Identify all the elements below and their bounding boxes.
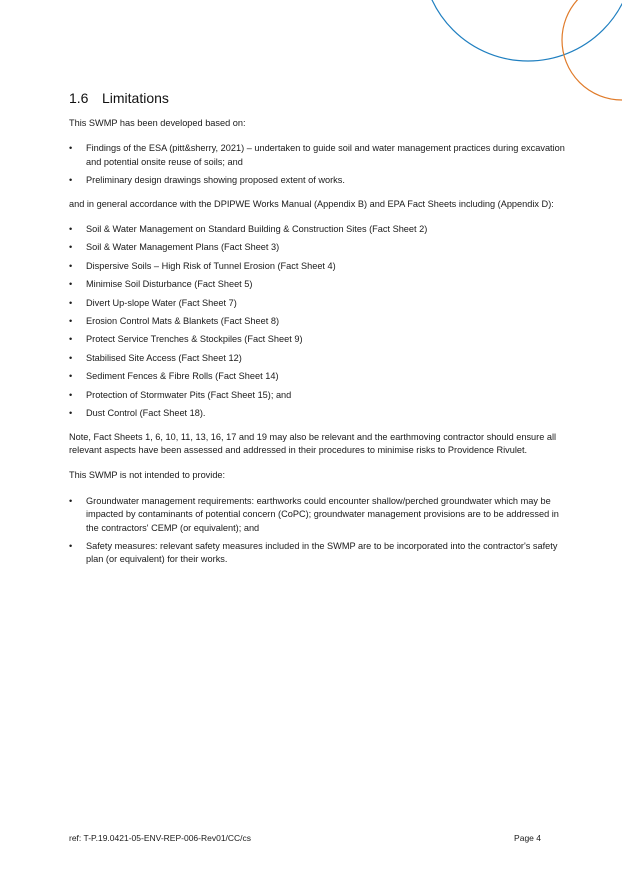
fact-sheet-list: [69, 223, 569, 420]
bullet-icon: •: [69, 224, 73, 235]
note-paragraph: Note, Fact Sheets 1, 6, 10, 11, 13, 16, 17 and 19 may also be relevant and the earthmoving contractor should ensure all relevant aspects have been assessed and addressed in their procedures to minimise risks to Providence Rivulet.: [69, 431, 557, 455]
bullet-icon: •: [69, 279, 73, 290]
not-intended-paragraph: This SWMP is not intended to provide:: [69, 470, 226, 481]
bullet-icon: •: [69, 297, 73, 308]
list-item: • Erosion Control Mats & Blankets (Fact Sheet 8): [69, 315, 569, 328]
list-item: • Groundwater management requirements: earthworks could encounter shallow/perched groundwater which may be impacted by contaminants of potential concern (CoPC); groundwater management provisions are to be addressed in the contractors' CEMP (or equivalent); and: [69, 495, 559, 533]
bullet-icon: •: [69, 316, 73, 327]
bullet-icon: •: [69, 389, 73, 400]
section-number: 1.6: [69, 90, 89, 106]
bullet-icon: •: [69, 352, 73, 363]
bullet-icon: •: [69, 408, 73, 419]
bullet-icon: •: [69, 175, 73, 186]
page-footer: [69, 832, 541, 844]
bullet-icon: •: [69, 495, 73, 506]
list-item: • Protection of Stormwater Pits (Fact Sheet 15); and: [69, 389, 569, 402]
list-item: • Soil & Water Management Plans (Fact Sheet 3): [69, 241, 569, 254]
list-item: • Soil & Water Management on Standard Building & Construction Sites (Fact Sheet 2): [69, 223, 569, 236]
intro-paragraph: This SWMP has been developed based on:: [69, 118, 246, 128]
not-intended-list: [69, 495, 569, 567]
section-heading: [69, 88, 569, 108]
list-item: • Divert Up-slope Water (Fact Sheet 7): [69, 297, 569, 310]
blue-arc: [422, 0, 622, 61]
list-item: • Safety measures: relevant safety measures included in the SWMP are to be incorporated into the contractor's safety plan (or equivalent) for their works.: [69, 540, 558, 565]
list-item: • Stabilised Site Access (Fact Sheet 12): [69, 352, 569, 365]
bullet-icon: •: [69, 242, 73, 253]
basis-list: [69, 142, 569, 187]
list-item: • Protect Service Trenches & Stockpiles (Fact Sheet 9): [69, 333, 569, 346]
bullet-icon: •: [69, 371, 73, 382]
list-item: • Preliminary design drawings showing proposed extent of works.: [69, 174, 569, 187]
page-number: Page 4: [514, 833, 541, 843]
list-item: • Dispersive Soils – High Risk of Tunnel Erosion (Fact Sheet 4): [69, 260, 569, 273]
bullet-icon: •: [69, 540, 73, 551]
bullet-icon: •: [69, 334, 73, 345]
section-title: Limitations: [102, 90, 169, 106]
list-item: • Sediment Fences & Fibre Rolls (Fact Sheet 14): [69, 370, 569, 383]
list-item: • Dust Control (Fact Sheet 18).: [69, 407, 569, 420]
document-reference: ref: T-P.19.0421-05-ENV-REP-006-Rev01/CC/cs: [69, 833, 252, 843]
bullet-icon: •: [69, 143, 73, 154]
bullet-icon: •: [69, 260, 73, 271]
list-item: • Findings of the ESA (pitt&sherry, 2021) – undertaken to guide soil and water management practices during excavation and potential onsite reuse of soils; and: [69, 143, 565, 167]
orange-arc: [562, 0, 622, 100]
page-body: [69, 88, 569, 577]
list-item: • Minimise Soil Disturbance (Fact Sheet 5): [69, 278, 569, 291]
accordance-paragraph: and in general accordance with the DPIPWE Works Manual (Appendix B) and EPA Fact Sheets including (Appendix D):: [69, 198, 554, 209]
